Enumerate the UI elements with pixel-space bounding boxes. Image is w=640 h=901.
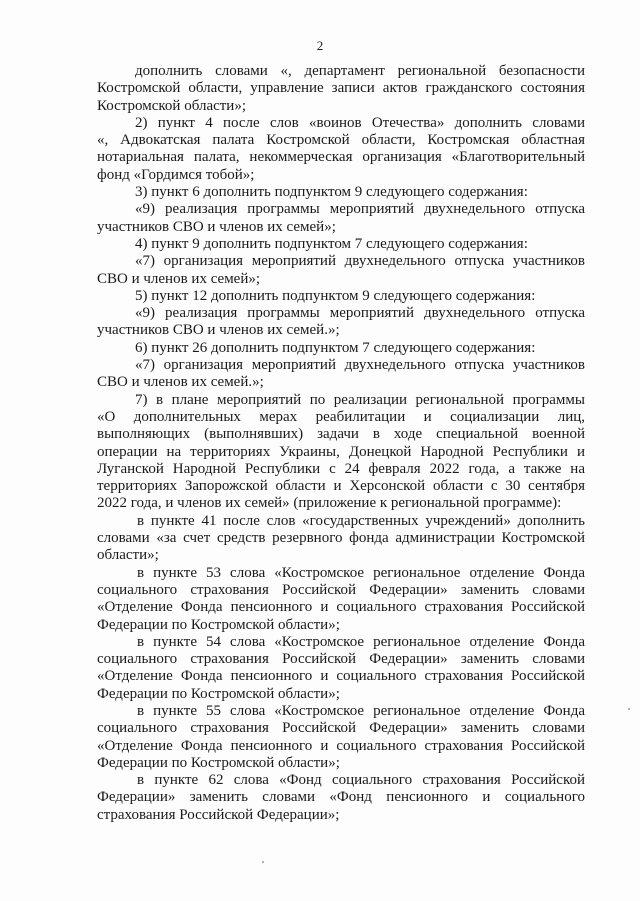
scan-speck — [262, 861, 264, 863]
text-line: 7) в плане мероприятий по реализации региональной программы — [135, 391, 585, 408]
text-line: Федерации по Костромской области»; — [97, 685, 340, 702]
text-line: «7) организация мероприятий двухнедельного отпуска участников — [135, 253, 585, 270]
text-line: операции на территориях Украины, Донецкой Народной Республики и — [97, 443, 585, 460]
text-line: «Отделение Фонда пенсионного и социального страхования Российской — [97, 668, 585, 685]
text-line: СВО и членов их семей»; — [97, 270, 261, 287]
text-line: выполняющих (выполнявших) задачи в ходе специальной военной — [97, 426, 585, 443]
text-line: «Отделение Фонда пенсионного и социального страхования Российской — [97, 737, 585, 754]
text-line: «7) организация мероприятий двухнедельного отпуска участников — [135, 357, 585, 374]
document-body — [97, 63, 585, 824]
text-line: 3) пункт 6 дополнить подпунктом 9 следующего содержания: — [135, 184, 528, 201]
text-line: «, Адвокатская палата Костромской области, Костромская областная — [97, 132, 585, 149]
page-number: 2 — [316, 38, 324, 53]
text-line: 4) пункт 9 дополнить подпунктом 7 следующего содержания: — [135, 235, 528, 252]
text-line: области»; — [97, 547, 159, 564]
text-line: территориях Запорожской области и Херсонской области с 30 сентября — [97, 478, 585, 495]
text-line: СВО и членов их семей.»; — [97, 374, 264, 391]
text-line: в пункте 53 слова «Костромское региональное отделение Фонда — [137, 564, 585, 581]
text-line: в пункте 62 слова «Фонд социального страхования Российской — [137, 772, 585, 789]
text-line: в пункте 55 слова «Костромское региональное отделение Фонда — [137, 702, 585, 719]
text-line: словами «за счет средств резервного фонда администрации Костромской — [97, 530, 585, 547]
text-line: 6) пункт 26 дополнить подпунктом 7 следующего содержания: — [135, 339, 536, 356]
text-line: социального страхования Российской Федерации» заменить словами — [97, 581, 585, 598]
text-line: 2) пункт 4 после слов «воинов Отечества» дополнить словами — [135, 114, 585, 131]
text-line: «9) реализация программы мероприятий двухнедельного отпуска — [135, 201, 585, 218]
text-line: Федерации по Костромской области»; — [97, 616, 340, 633]
text-line: в пункте 41 после слов «государственных учреждений» дополнить — [137, 512, 585, 529]
text-line: нотариальная палата, некоммерческая организация «Благотворительный — [97, 149, 585, 166]
text-line: Федерации по Костромской области»; — [97, 754, 340, 771]
scan-speck — [628, 708, 630, 710]
text-line: участников СВО и членов их семей.»; — [97, 322, 340, 339]
text-line: Федерации» заменить словами «Фонд пенсионного и социального — [97, 789, 585, 806]
text-line: «9) реализация программы мероприятий двухнедельного отпуска — [135, 305, 585, 322]
text-line: Луганской Народной Республики с 24 февраля 2022 года, а также на — [97, 460, 585, 477]
text-line: Костромской области»; — [97, 97, 247, 114]
text-line: дополнить словами «, департамент региональной безопасности — [135, 63, 585, 79]
text-line: «Отделение Фонда пенсионного и социального страхования Российской — [97, 599, 585, 616]
text-line: социального страхования Российской Федерации» заменить словами — [97, 720, 585, 737]
text-line: страхования Российской Федерации»; — [97, 806, 340, 823]
text-line: фонд «Гордимся тобой»; — [97, 166, 255, 183]
text-line: Костромской области, управление записи актов гражданского состояния — [97, 80, 585, 97]
text-line: в пункте 54 слова «Костромское региональное отделение Фонда — [137, 633, 585, 650]
text-line: социального страхования Российской Федерации» заменить словами — [97, 651, 585, 668]
text-line: 2022 года, и членов их семей» (приложение к региональной программе): — [97, 495, 562, 512]
text-line: участников СВО и членов их семей»; — [97, 218, 336, 235]
text-line: «О дополнительных мерах реабилитации и социализации лиц, — [97, 408, 585, 425]
text-line: 5) пункт 12 дополнить подпунктом 9 следующего содержания: — [135, 287, 536, 304]
